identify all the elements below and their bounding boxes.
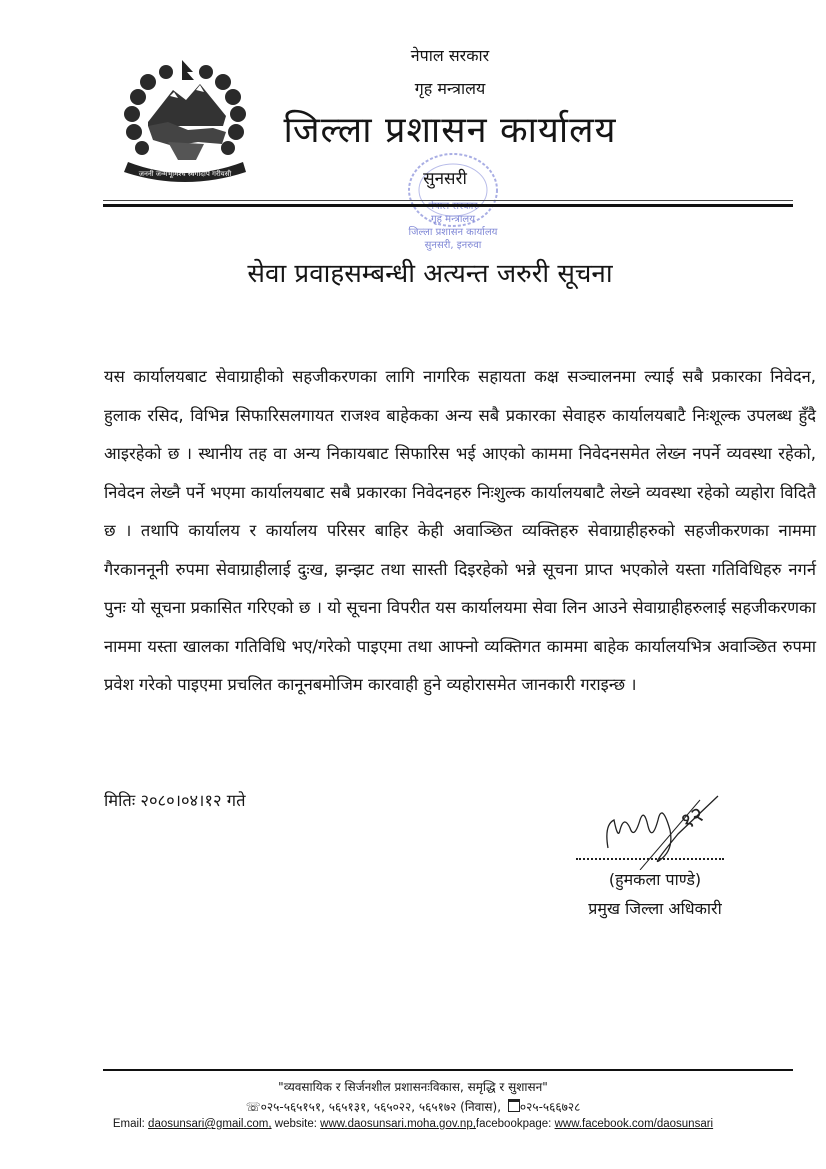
website-link[interactable]: www.daosunsari.moha.gov.np, bbox=[320, 1118, 476, 1130]
signatory-name: (हुमकला पाण्डे) bbox=[608, 870, 702, 889]
office-name: जिल्ला प्रशासन कार्यालय bbox=[283, 110, 617, 151]
facebook-label: facebookpage: bbox=[475, 1118, 555, 1130]
facebook-link[interactable]: www.facebook.com/daosunsari bbox=[554, 1118, 714, 1130]
footer-motto: "व्यवसायिक र सिर्जनशील प्रशासनःविकास, समृद्धि र सुशासन" bbox=[278, 1080, 548, 1094]
signature-date-mark: १२ bbox=[676, 802, 709, 836]
email-link[interactable]: daosunsari@gmail.com, bbox=[148, 1118, 272, 1130]
notice-paragraph: यस कार्यालयबाट सेवाग्राहीको सहजीकरणका लागि नागरिक सहायता कक्ष सञ्चालनमा ल्याई सबै प्रकारका निवेदन, हुलाक रसिद, विभिन्न सिफारिसलगायत राजश्व बाहेकका अन्य सबै प्रकारका सेवाहरु कार्यालयबाटै निःशूल्क उपलब्ध हुँदै आइरहेको छ । स्थानीय तह वा अन्य निकायबाट सिफारिस भई आएको काममा निवेदनसमेत लेख्न नपर्ने व्यवस्था रहेको, निवेदन लेख्नै पर्ने भएमा कार्यालयबाट सबै प्रकारका निवेदनहरु निःशुल्क कार्यालयबाटै लेख्ने व्यवस्था रहेको व्यहोरा विदितै छ । तथापि कार्यालय र कार्यालय परिसर बाहिर केही अवाञ्छित व्यक्तिहरु सेवाग्राहीहरुको सहजीकरणका नाममा गैरकाननूनी रुपमा सेवाग्राहीलाई दुःख, झन्झट तथा सास्ती दिइरहेको भन्ने सूचना प्राप्त भएकोले यस्ता गतिविधिहरु नगर्न पुनः यो सूचना प्रकासित गरिएको छ । यो सूचना विपरीत यस कार्यालयमा सेवा लिन आउने सेवाग्राहीहरुलाई सहजीकरणका नाममा यस्ता खालका गतिविधि भए/गरेको पाइएमा तथा आफ्नो व्यक्तिगत काममा बाहेक कार्यालयभित्र अवाञ्छित रुपमा प्रवेश गरेको पाइएमा प्रचलित कानूनबमोजिम कारवाही हुने व्यहोरासमेत जानकारी गराइन्छ । bbox=[104, 367, 816, 694]
emblem-graphic bbox=[118, 52, 253, 187]
header-divider-thick bbox=[103, 204, 793, 207]
ministry-name: गृह मन्त्रालय bbox=[414, 79, 486, 98]
phone-icon: ☏ bbox=[245, 1100, 261, 1114]
notice-body bbox=[104, 358, 816, 705]
stamp-line: गृह मन्त्रालय bbox=[430, 214, 476, 225]
email-label: Email: bbox=[112, 1118, 149, 1130]
district-name: सुनसरी bbox=[423, 169, 467, 189]
footer-contact bbox=[0, 1118, 826, 1130]
emblem-motto: जननी जन्मभूमिश्च स्वर्गादपि गरीयसी bbox=[138, 170, 232, 178]
government-name: नेपाल सरकार bbox=[410, 46, 490, 65]
signatory-title: प्रमुख जिल्ला अधिकारी bbox=[588, 899, 722, 918]
fax-number: ०२५-५६६७२८ bbox=[519, 1100, 581, 1114]
nepal-emblem-logo bbox=[118, 52, 253, 187]
signature-dotted-line bbox=[576, 850, 724, 860]
footer-phones bbox=[0, 1098, 826, 1115]
phone-numbers: ०२५-५६५१५१, ५६५१३१, ५६५०२२, ५६५१७२ (निवास), bbox=[260, 1100, 502, 1114]
footer-divider bbox=[103, 1069, 793, 1071]
stamp-line: जिल्ला प्रशासन कार्यालय bbox=[408, 227, 498, 238]
notice-date: मितिः २०८०।०४।१२ गते bbox=[104, 791, 246, 810]
fax-icon bbox=[508, 1099, 520, 1112]
header-divider-thin bbox=[103, 200, 793, 201]
notice-title: सेवा प्रवाहसम्बन्धी अत्यन्त जरुरी सूचना bbox=[247, 259, 613, 289]
stamp-line: सुनसरी, इनरुवा bbox=[424, 240, 482, 251]
website-label: website: bbox=[271, 1118, 321, 1130]
